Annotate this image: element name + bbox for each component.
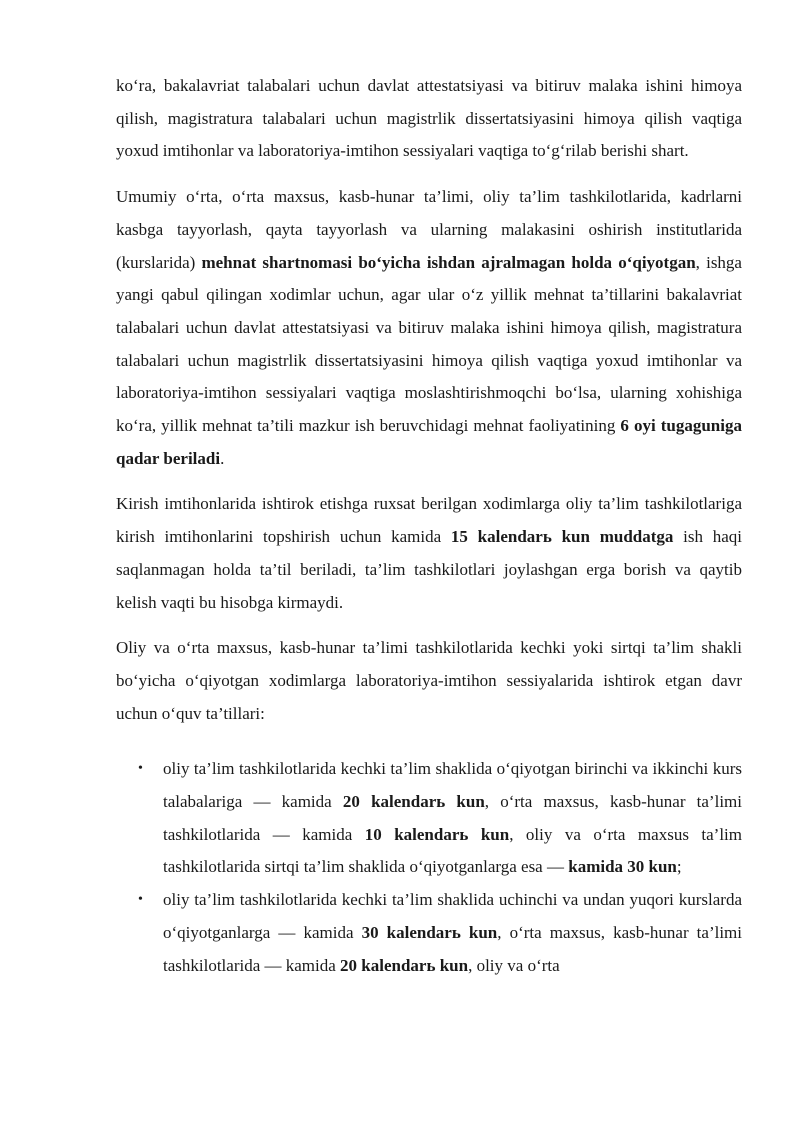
- bold-text: mehnat shartnomasi bo‘yicha ishdan ajralmagan holda o‘qiyotgan: [201, 252, 696, 272]
- list-item-text: oliy ta’lim tashkilotlarida kechki ta’lim shaklida uchinchi va undan yuqori kurslarda o‘qiyotganlarga — kamida: [163, 890, 742, 942]
- bullet-icon: •: [138, 761, 143, 777]
- bold-text: 30 kalendarь kun: [361, 922, 498, 942]
- list-item-text: , oliy va o‘rta: [468, 955, 560, 975]
- paragraph-text: ish haqi saqlanmagan holda ta’til beriladi, ta’lim tashkilotlari joylashgan erga borish va qaytib kelish vaqti bu hisobga kirmaydi.: [116, 527, 743, 612]
- list-item-text: , o‘rta maxsus, kasb-hunar ta’limi tashkilotlarida — kamida: [163, 792, 742, 844]
- bold-text: 20 kalendarь kun: [342, 792, 485, 812]
- list-item: [116, 884, 742, 982]
- list-item-text: oliy ta’lim tashkilotlarida kechki ta’lim shaklida o‘qiyotgan birinchi va ikkinchi kurs talabalariga — kamida: [163, 759, 742, 812]
- paragraph-text: Umumiy o‘rta, o‘rta maxsus, kasb-hunar ta’limi, oliy ta’lim tashkilotlarida, kadrlarni kasbga tayyorlash, qayta tayyorlash va ularning malakasini oshirish institutlarida (kurslarida): [116, 187, 742, 272]
- bold-text: 20 kalendarь kun: [340, 955, 469, 975]
- paragraph-3: [116, 488, 742, 619]
- paragraph-1: [116, 70, 742, 168]
- bold-text: 15 kalendarь kun muddatga: [450, 527, 674, 547]
- document-page: [116, 70, 742, 982]
- list-item-text: ;: [676, 857, 682, 877]
- paragraph-4: [116, 632, 742, 730]
- bold-text: 10 kalendarь kun: [364, 824, 510, 844]
- paragraph-text: ko‘ra, bakalavriat talabalari uchun davlat attestatsiyasi va bitiruv malaka ishini himoya qilish, magistratura talabalari uchun magistrlik dissertatsiyasini himoya qilish vaqtiga yoxud imtihonlar va laboratoriya-imtihon sessiyalari vaqtiga to‘g‘rilab berishi shart.: [116, 76, 742, 161]
- bullet-icon: •: [138, 892, 143, 908]
- paragraph-text: , ishga yangi qabul qilingan xodimlar uchun, agar ular o‘z yillik mehnat ta’tillarini bakalavriat talabalari uchun davlat attestatsiyasi va bitiruv malaka ishini himoya qilish, magistratura talabalari uchun magistrlik dissertatsiyasini himoya qilish vaqtiga yoxud imtihonlar va laboratoriya-imtihon sessiyalari vaqtiga moslashtirishmoqchi bo‘lsa, ularning xohishiga ko‘ra, yillik mehnat ta’tili mazkur ish beruvchidagi mehnat faoliyatining: [116, 252, 742, 436]
- list-item: [116, 753, 742, 884]
- paragraph-2: [116, 181, 742, 475]
- list-item-text: , o‘rta maxsus, kasb-hunar ta’limi tashkilotlarida — kamida: [163, 922, 742, 975]
- list-item-text: , oliy va o‘rta maxsus ta’lim tashkilotlarida sirtqi ta’lim shaklida o‘qiyotganlarga esa —: [163, 824, 743, 877]
- bold-text: 6 oyi tugaguniga qadar beriladi: [116, 416, 742, 468]
- paragraph-text: .: [220, 448, 225, 468]
- paragraph-text: Oliy va o‘rta maxsus, kasb-hunar ta’limi tashkilotlarida kechki yoki sirtqi ta’lim shakli bo‘yicha o‘qiyotgan xodimlarga laboratoriya-imtihon sessiyalarida ishtirok etgan davr uchun o‘quv ta’tillari:: [116, 638, 742, 723]
- paragraph-text: Kirish imtihonlarida ishtirok etishga ruxsat berilgan xodimlarga oliy ta’lim tashkilotlariga kirish imtihonlarini topshirish uchun kamida: [116, 494, 742, 547]
- bullet-list: [116, 753, 742, 982]
- bold-text: kamida 30 kun: [568, 857, 677, 877]
